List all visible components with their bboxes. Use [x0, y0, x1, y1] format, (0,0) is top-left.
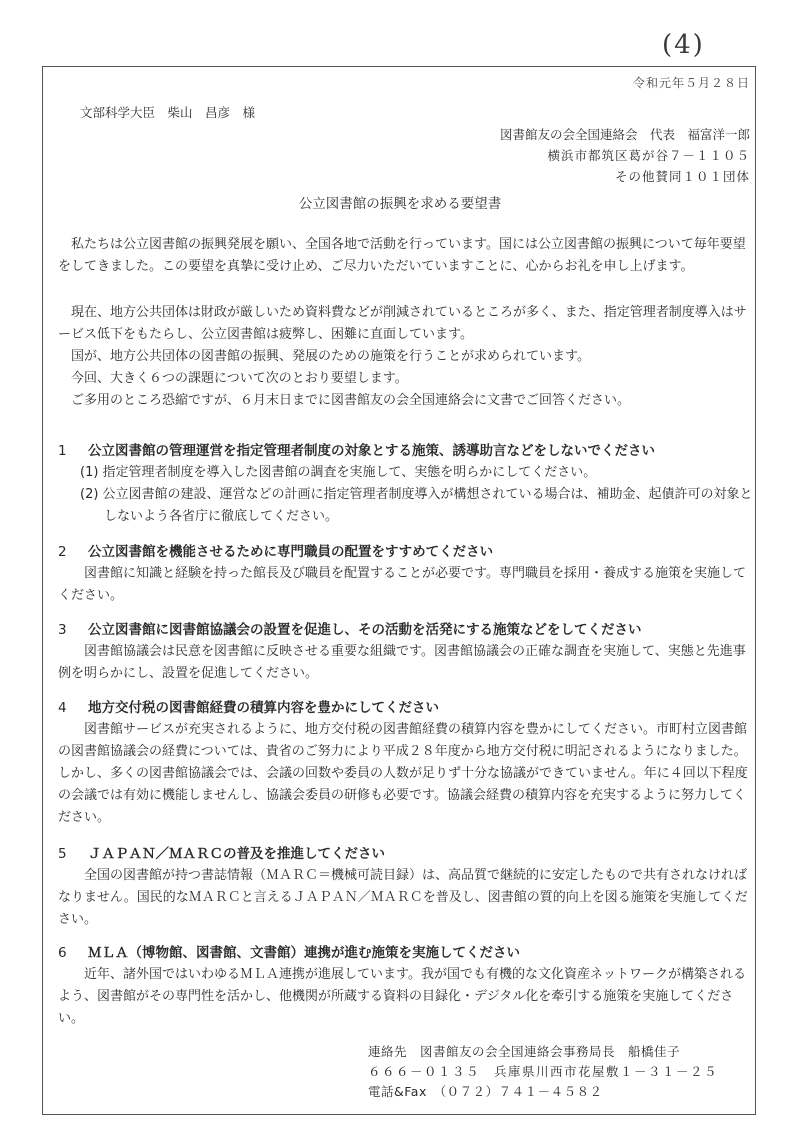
request-section-4 [58, 697, 758, 829]
section-heading-text: 公立図書館の管理運営を指定管理者制度の対象とする施策、誘導助言などをしないでください [88, 443, 655, 459]
section-heading-text: 地方交付税の図書館経費の積算内容を豊かにしてください [88, 700, 439, 716]
section-heading [58, 843, 758, 865]
intro-paragraph: ご多用のところ恐縮ですが、６月末日までに図書館友の会全国連絡会に文書でご回答ください。 [71, 393, 631, 408]
sender-address: 横浜市都筑区葛が谷７－１１０５ [547, 148, 750, 163]
intro-paragraph: 私たちは公立図書館の振興発展を願い、全国各地で活動を行っています。国には公立図書館の振興について毎年要望をしてきました。この要望を真摯に受け止め、ご尽力いただいていますことに、心からお礼を申し上げます。 [58, 237, 746, 274]
document-title: 公立図書館の振興を求める要望書 [298, 196, 502, 212]
section-body: 図書館協議会は民意を図書館に反映させる重要な組織です。図書館協議会の正確な調査を実施して、実態と先進事例を明らかにし、設置を促進してください。 [58, 644, 746, 681]
section-heading-text: ＪＡＰＡＮ／ＭＡＲＣの普及を推進してください [88, 846, 385, 862]
section-number: 2 [58, 544, 67, 560]
contact-address: ６６６－０１３５ 兵庫県川西市花屋敷１－３１－２５ [368, 1064, 719, 1079]
section-heading [58, 619, 758, 641]
page-number: (4) [662, 30, 705, 60]
section-heading [58, 942, 758, 964]
document-date: 令和元年５月２８日 [632, 76, 750, 90]
request-section-5 [58, 843, 758, 931]
section-heading-text: 公立図書館に図書館協議会の設置を促進し、その活動を活発にする施策などをしてください [88, 622, 642, 638]
recipient: 文部科学大臣 柴山 昌彦 様 [80, 105, 256, 120]
section-sub-item: (2) 公立図書館の建設、運営などの計画に指定管理者制度導入が構想されている場合は、補助金、起債許可の対象としないよう各省庁に徹底してください。 [80, 487, 753, 524]
sender-supporters: その他賛同１０１団体 [614, 169, 750, 184]
request-section-1 [58, 440, 758, 528]
section-number: 3 [58, 622, 67, 638]
section-number: 1 [58, 443, 67, 459]
intro-paragraph: 今回、大きく６つの課題について次のとおり要望します。 [71, 371, 408, 386]
request-section-2 [58, 541, 758, 607]
section-sub-item: (1) 指定管理者制度を導入した図書館の調査を実施して、実態を明らかにしてください。 [80, 465, 597, 480]
section-body: 図書館に知識と経験を持った館長及び職員を配置することが必要です。専門職員を採用・養成する施策を実施してください。 [58, 566, 746, 603]
intro-paragraph: 現在、地方公共団体は財政が厳しいため資料費などが削減されているところが多く、また、指定管理者制度導入はサービス低下をもたらし、公立図書館は疲弊し、困難に直面しています。 [58, 305, 747, 342]
section-heading-text: ＭＬＡ（博物館、図書館、文書館）連携が進む施策を実施してください [88, 945, 520, 961]
contact-person: 連絡先 図書館友の会全国連絡会事務局長 船橋佳子 [368, 1044, 681, 1059]
request-section-3 [58, 619, 758, 685]
section-number: 5 [58, 846, 67, 862]
section-body: 全国の図書館が持つ書誌情報（ＭＡＲＣ＝機械可読目録）は、高品質で継続的に安定したもので共有されなければなりません。国民的なＭＡＲＣと言えるＪＡＰＡＮ／ＭＡＲＣを普及し、図書館の質的向上を図る施策を実施してください。 [58, 868, 748, 927]
intro-paragraph: 国が、地方公共団体の図書館の振興、発展のための施策を行うことが求められています。 [71, 349, 590, 364]
section-heading [58, 440, 758, 462]
section-heading [58, 541, 758, 563]
section-heading [58, 697, 758, 719]
section-number: 4 [58, 700, 67, 716]
section-heading-text: 公立図書館を機能させるために専門職員の配置をすすめてください [88, 544, 494, 560]
request-section-6 [58, 942, 758, 1030]
contact-phone-fax: 電話&Fax （０７２）７４１－４５８２ [368, 1084, 603, 1099]
section-body: 近年、諸外国ではいわゆるＭＬＡ連携が進展しています。我が国でも有機的な文化資産ネットワークが構築されるよう、図書館がその専門性を活かし、他機関が所蔵する資料の目録化・デジタル化を牽引する施策を実施してください。 [58, 967, 746, 1026]
section-number: 6 [58, 945, 67, 961]
section-body: 図書館サービスが充実されるように、地方交付税の図書館経費の積算内容を豊かにしてください。市町村立図書館の図書館協議会の経費については、貴省のご努力により平成２８年度から地方交付税に明記されるようになりました。しかし、多くの図書館協議会では、会議の回数や委員の人数が足りず十分な協議ができていません。年に４回以下程度の会議では有効に機能しませんし、協議会委員の研修も必要です。協議会経費の積算内容を充実するように努力してください。 [58, 722, 748, 825]
sender-organization: 図書館友の会全国連絡会 代表 福富洋一郎 [499, 127, 750, 142]
